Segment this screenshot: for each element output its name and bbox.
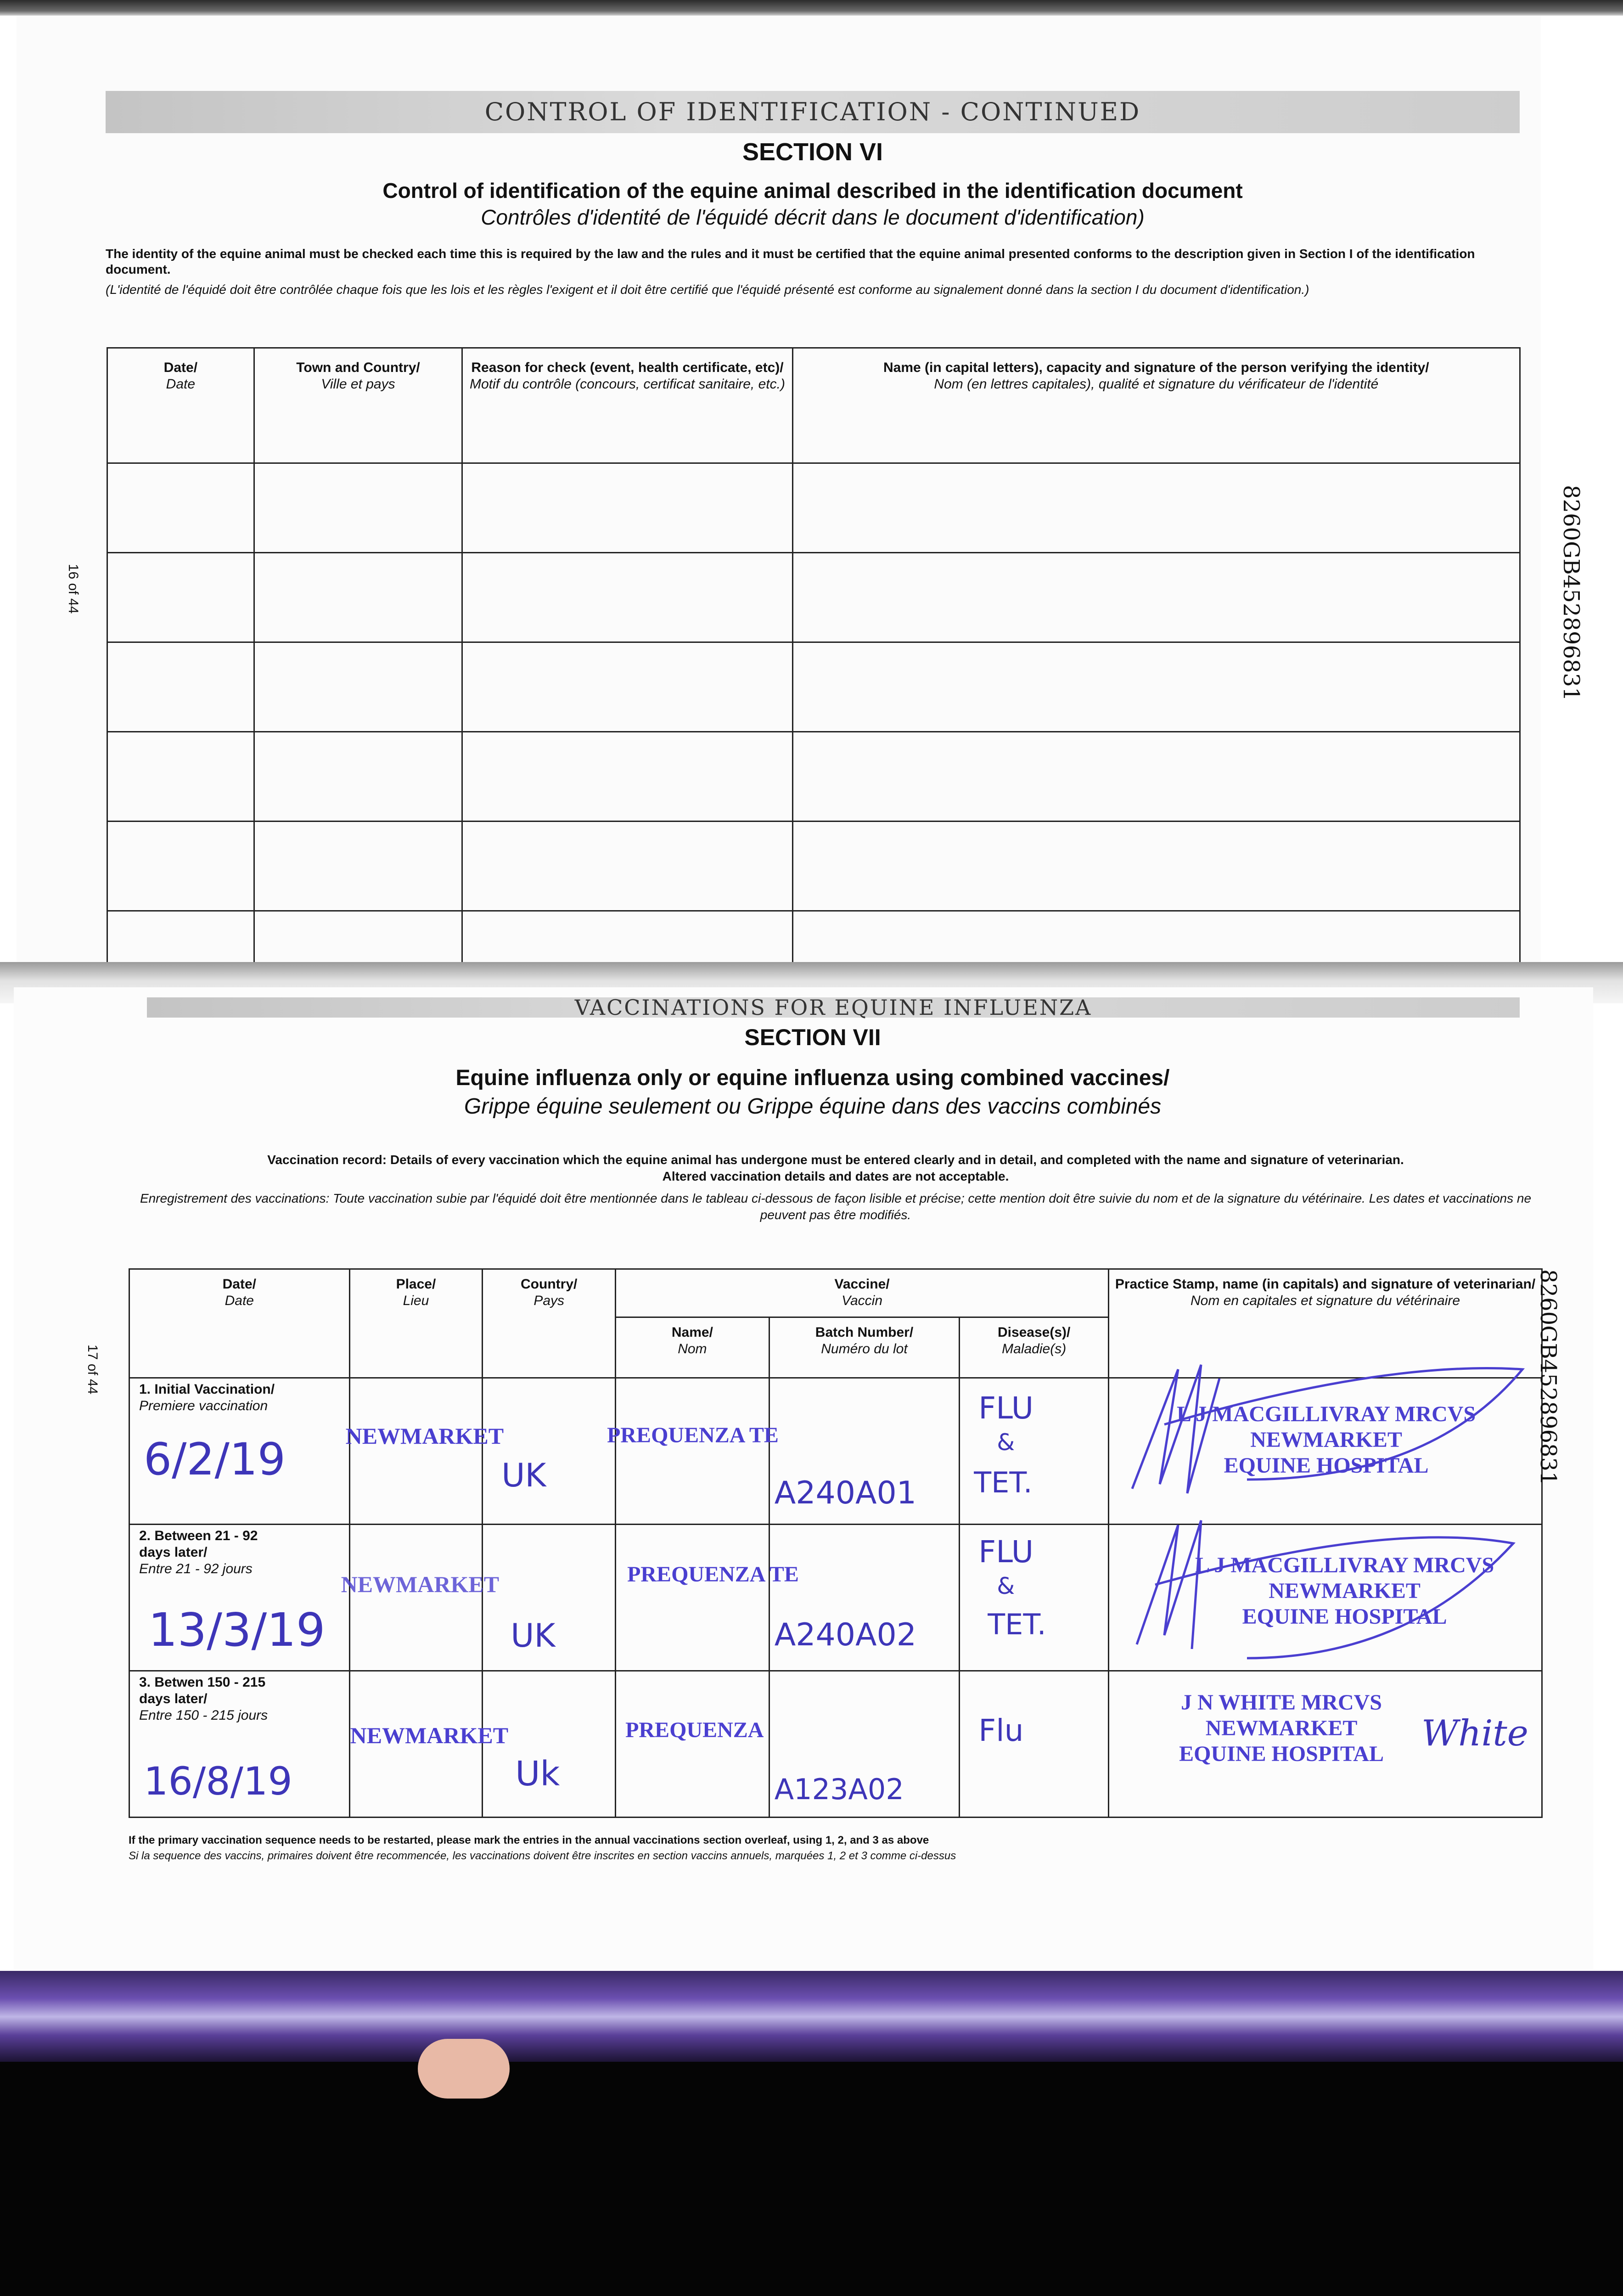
section-vi-title: SECTION VI	[742, 138, 883, 166]
section-vii-title: SECTION VII	[744, 1024, 881, 1050]
cell-vaccine-name	[607, 1378, 779, 1525]
section-vii-notice-en	[133, 1152, 1538, 1185]
document-id-16: 8260GB452896831	[1558, 485, 1584, 701]
row-label: 1. Initial Vaccination/ Premiere vaccination	[139, 1382, 275, 1413]
section-vi-subtitle-fr: Contrôles d'identité de l'équidé décrit dans le document d'identification)	[481, 205, 1145, 229]
table-row	[107, 732, 1520, 822]
header-town-country: Town and Country/ Ville et pays	[254, 348, 462, 463]
cell-disease	[960, 1525, 1109, 1671]
vaccine-stamp: PREQUENZA TE	[627, 1562, 799, 1587]
table-row	[107, 553, 1520, 642]
notice-line-1: Vaccination record: Details of every vaccination which the equine animal has undergone must be entered clearly and in detail, and completed with the name and signature of veterinarian.	[267, 1153, 1404, 1167]
vaccine-stamp: PREQUENZA TE	[607, 1423, 779, 1447]
handwritten-disease: Flu	[978, 1713, 1024, 1748]
page-16-banner: CONTROL OF IDENTIFICATION - CONTINUED	[106, 91, 1520, 133]
notice-line-2: Altered vaccination details and dates are not acceptable.	[662, 1169, 1009, 1183]
vet-stamp: L J MACGILLIVRAY MRCVS NEWMARKET EQUINE HOSPITAL	[1176, 1402, 1476, 1478]
place-stamp: NEWMARKET	[345, 1423, 504, 1449]
header-place: Place/ Lieu	[349, 1269, 483, 1378]
scan-background	[0, 2062, 1623, 2296]
vaccine-stamp: PREQUENZA	[625, 1718, 764, 1742]
section-vii-subtitle-en: Equine influenza only or equine influenza using combined vaccines/	[455, 1066, 1170, 1090]
cell-date	[129, 1525, 350, 1671]
passport-cover-edge	[0, 1971, 1623, 2063]
restart-note-en: If the primary vaccination sequence needs to be restarted, please mark the entries in the annual vaccinations section overleaf, using 1, 2, and 3 as above	[129, 1834, 929, 1846]
handwritten-disease: FLU	[978, 1534, 1034, 1570]
handwritten-disease-and: &	[997, 1429, 1015, 1456]
handwritten-batch: A240A02	[774, 1617, 917, 1653]
cell-date	[129, 1671, 350, 1818]
handwritten-disease-2: TET.	[988, 1608, 1046, 1641]
section-vi-notice-fr: (L'identité de l'équidé doit être contrôlée chaque fois que les lois et les règles l'exigent et il doit être certifié que l'équidé présenté est conforme au signalement donné dans la section I du document d'identification.)	[106, 282, 1309, 297]
page-number-17: 17 of 44	[85, 1345, 100, 1395]
restart-note-fr: Si la sequence des vaccins, primaires doivent être recommencée, les vaccinations doivent être inscrites en section vaccins annuels, marquées 1, 2 et 3 comme ci-dessus	[129, 1850, 956, 1862]
cell-place	[341, 1525, 500, 1671]
table-row	[107, 463, 1520, 553]
identification-check-table	[107, 347, 1521, 1001]
handwritten-date: 13/3/19	[148, 1603, 326, 1657]
section-vii-notice-fr: Enregistrement des vaccinations: Toute vaccination subie par l'équidé doit être mentionnée dans le tableau ci-dessous de façon lisible et précise; cette mention doit être suivie du nom et de la signature du vétérinaire. Les dates et vaccinations ne peuvent pas être modifiés.	[140, 1191, 1532, 1222]
handwritten-country: UK	[501, 1457, 546, 1494]
handwritten-disease-and: &	[997, 1573, 1015, 1599]
page-number-16: 16 of 44	[66, 564, 81, 614]
header-practice: Practice Stamp, name (in capitals) and signature of veterinarian/ Nom en capitales et signature du vétérinaire	[1109, 1269, 1542, 1378]
cell-batch	[769, 1671, 960, 1818]
handwritten-date: 16/8/19	[144, 1759, 292, 1804]
section-vii-subtitle-fr: Grippe équine seulement ou Grippe équine dans des vaccins combinés	[464, 1094, 1162, 1119]
cell-vaccine-name	[616, 1671, 769, 1818]
vet-signature: White	[1421, 1713, 1528, 1754]
handwritten-batch: A240A01	[774, 1475, 917, 1511]
header-date: Date/ Date	[129, 1269, 350, 1378]
handwritten-country: UK	[511, 1617, 556, 1654]
handwritten-date: 6/2/19	[144, 1434, 286, 1485]
vet-stamp: J N WHITE MRCVS NEWMARKET EQUINE HOSPITAL	[1179, 1690, 1384, 1766]
page-17-banner: VACCINATIONS FOR EQUINE INFLUENZA	[147, 997, 1520, 1018]
section-vi-subtitle-en: Control of identification of the equine animal described in the identification document	[382, 179, 1243, 203]
table-header-row	[107, 348, 1520, 463]
cell-disease	[960, 1378, 1109, 1525]
handwritten-batch: A123A02	[774, 1773, 904, 1806]
header-disease: Disease(s)/ Maladie(s)	[960, 1317, 1109, 1378]
table-row	[107, 822, 1520, 911]
cell-country	[483, 1378, 616, 1525]
row-label: 2. Between 21 - 92 days later/ Entre 21 - 92 jours	[139, 1528, 258, 1576]
cell-practice	[1109, 1525, 1542, 1671]
row-label: 3. Betwen 150 - 215 days later/ Entre 150 - 215 jours	[139, 1675, 268, 1723]
header-batch: Batch Number/ Numéro du lot	[769, 1317, 960, 1378]
header-vaccine-name: Name/ Nom	[616, 1317, 769, 1378]
vet-stamp: L J MACGILLIVRAY MRCVS NEWMARKET EQUINE HOSPITAL	[1195, 1553, 1494, 1629]
place-stamp: NEWMARKET	[350, 1722, 509, 1748]
table-row	[129, 1378, 1542, 1525]
header-vaccine: Vaccine/ Vaccin	[616, 1269, 1109, 1317]
header-reason: Reason for check (event, health certificate, etc)/ Motif du contrôle (concours, certificat sanitaire, etc.)	[462, 348, 792, 463]
cell-practice	[1109, 1671, 1542, 1818]
section-vi-notice-en: The identity of the equine animal must be checked each time this is required by the law and the rules and it must be certified that the equine animal presented conforms to the description given in Section I of the identification document.	[106, 247, 1475, 276]
handwritten-disease: FLU	[978, 1390, 1034, 1426]
document-id-17: 8260GB452896831	[1535, 1269, 1561, 1486]
cell-place	[349, 1671, 509, 1818]
handwritten-disease-2: TET.	[974, 1466, 1033, 1499]
table-row	[129, 1671, 1542, 1818]
table-row	[107, 642, 1520, 732]
header-country: Country/ Pays	[483, 1269, 616, 1378]
handwritten-country: Uk	[515, 1754, 560, 1794]
cell-place	[345, 1378, 504, 1525]
cell-vaccine-name	[616, 1525, 799, 1671]
vaccination-table	[129, 1268, 1543, 1818]
finger	[418, 2039, 510, 2099]
cell-practice	[1109, 1378, 1542, 1525]
cell-date	[129, 1378, 350, 1525]
table-row	[129, 1525, 1542, 1671]
cell-country	[483, 1671, 616, 1818]
cell-batch	[769, 1525, 960, 1671]
cell-disease	[960, 1671, 1109, 1818]
cell-country	[483, 1525, 616, 1671]
header-date: Date/ Date	[107, 348, 254, 463]
scan-top-edge	[0, 0, 1623, 16]
place-stamp: NEWMARKET	[341, 1571, 500, 1597]
header-verifier: Name (in capital letters), capacity and signature of the person verifying the identity/ Nom (en lettres capitales), qualité et signature du vérificateur de l'identité	[792, 348, 1520, 463]
cell-batch	[769, 1378, 960, 1525]
table-header-row	[129, 1269, 1542, 1317]
